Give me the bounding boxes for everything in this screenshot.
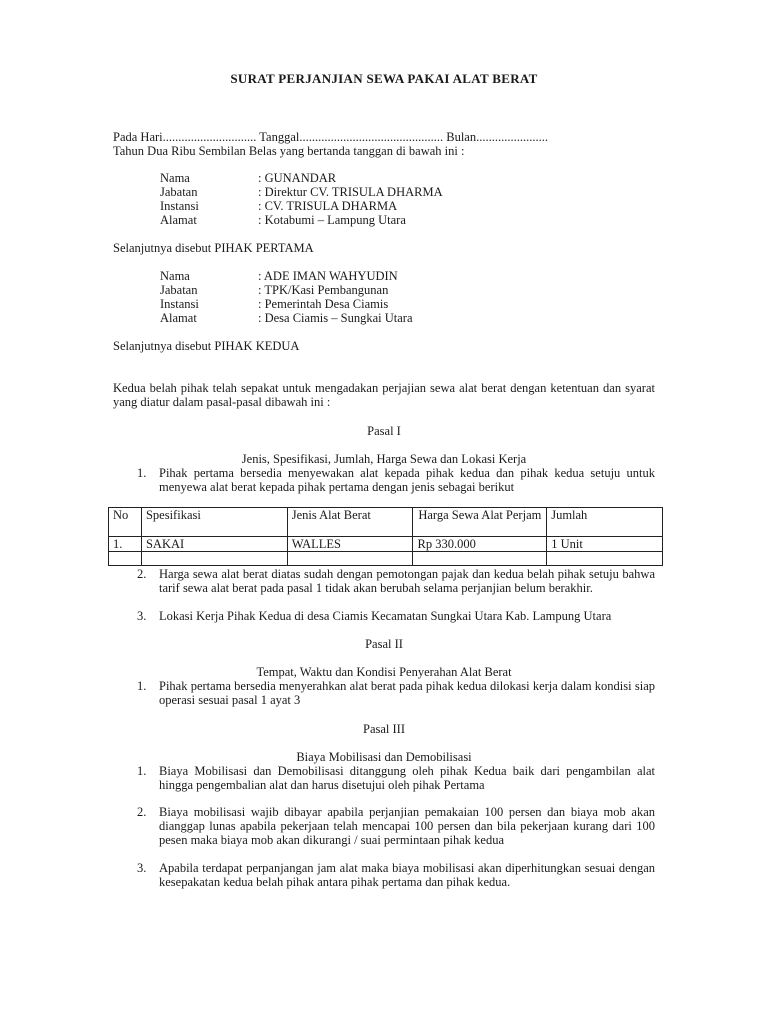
pasal-two-item-1: Pihak pertama bersedia menyerahkan alat berat pada pihak kedua dilokasi kerja dalam kondisi siap operasi sesuai pasal 1 ayat 3 (159, 679, 655, 707)
table-cell-jenis: WALLES (287, 537, 413, 552)
opening-line-year: Tahun Dua Ribu Sembilan Belas yang bertanda tanggan di bawah ini : (113, 144, 465, 158)
table-cell-spesifikasi: SAKAI (141, 537, 287, 552)
party-two-agency-label: Instansi (160, 297, 199, 311)
party-one-agency-value: : CV. TRISULA DHARMA (258, 199, 398, 213)
pasal-three-item-2: Biaya mobilisasi wajib dibayar apabila perjanjian pemakaian 100 persen dan biaya mob akan dianggap lunas apabila pekerjaan telah mencapai 100 persen dan bila pekerjaan kurang dari 100 pesen maka biaya mob akan dikurangi / suai permintaan pihak kedua (159, 805, 655, 847)
pasal-two-item-1-number: 1. (137, 679, 147, 693)
party-one-address-value: : Kotabumi – Lampung Utara (258, 213, 406, 227)
table-row (109, 537, 663, 552)
party-one-agency-label: Instansi (160, 199, 199, 213)
party-one-caption: Selanjutnya disebut PIHAK PERTAMA (113, 241, 314, 255)
document-title: SURAT PERJANJIAN SEWA PAKAI ALAT BERAT (230, 71, 538, 86)
table-cell-empty (547, 552, 663, 566)
table-cell-empty (141, 552, 287, 566)
table-cell-no: 1. (109, 537, 142, 552)
party-two-position-value: : TPK/Kasi Pembangunan (258, 283, 389, 297)
pasal-one-subheading: Jenis, Spesifikasi, Jumlah, Harga Sewa dan Lokasi Kerja (241, 452, 527, 466)
pasal-one-item-3: Lokasi Kerja Pihak Kedua di desa Ciamis Kecamatan Sungkai Utara Kab. Lampung Utara (159, 609, 612, 623)
party-one-position-value: : Direktur CV. TRISULA DHARMA (258, 185, 443, 199)
pasal-one-heading: Pasal I (367, 424, 401, 438)
pasal-one-item-2: Harga sewa alat berat diatas sudah dengan pemotongan pajak dan kedua belah pihak setuju bahwa tarif sewa alat berat pada pasal 1 tidak akan berubah selama perjanjian belum berakhir. (159, 567, 655, 595)
intro-paragraph: Kedua belah pihak telah sepakat untuk mengadakan perjajian sewa alat berat dengan ketentuan dan syarat yang diatur dalam pasal-pasal dibawah ini : (113, 381, 655, 409)
party-two-position-label: Jabatan (160, 283, 198, 297)
table-header-jenis: Jenis Alat Berat (287, 508, 413, 537)
table-cell-empty (109, 552, 142, 566)
opening-line-date: Pada Hari.............................. Tanggal.............................................. Bulan....................... (113, 130, 548, 144)
pasal-one-item-1: Pihak pertama bersedia menyewakan alat kepada pihak kedua dan pihak kedua setuju untuk menyewa alat berat kepada pihak pertama dengan jenis sebagai berikut (159, 466, 655, 494)
table-header-row (109, 508, 663, 537)
pasal-two-heading: Pasal II (365, 637, 403, 651)
pasal-two-subheading: Tempat, Waktu dan Kondisi Penyerahan Alat Berat (256, 665, 512, 679)
pasal-one-item-3-number: 3. (137, 609, 147, 623)
pasal-three-subheading: Biaya Mobilisasi dan Demobilisasi (296, 750, 472, 764)
pasal-three-item-1: Biaya Mobilisasi dan Demobilisasi ditanggung oleh pihak Kedua baik dari pengambilan alat hingga pengembalian alat dan harus disetujui oleh pihak Pertama (159, 764, 655, 792)
party-one-name-value: : GUNANDAR (258, 171, 337, 185)
pasal-three-item-3-number: 3. (137, 861, 147, 875)
table-header-spesifikasi: Spesifikasi (141, 508, 287, 537)
party-one-position-label: Jabatan (160, 185, 198, 199)
table-cell-jumlah: 1 Unit (547, 537, 663, 552)
pasal-three-item-3: Apabila terdapat perpanjangan jam alat maka biaya mobilisasi akan diperhitungkan sesuai dengan kesepakatan kedua belah pihak antara pihak pertama dan pihak kedua. (159, 861, 655, 889)
party-two-name-value: : ADE IMAN WAHYUDIN (258, 269, 398, 283)
table-row-empty (109, 552, 663, 566)
table-header-jumlah: Jumlah (547, 508, 663, 537)
pasal-one-item-1-number: 1. (137, 466, 147, 480)
party-two-address-label: Alamat (160, 311, 197, 325)
party-one-address-label: Alamat (160, 213, 197, 227)
pasal-three-item-2-number: 2. (137, 805, 147, 819)
equipment-table (108, 507, 663, 566)
table-cell-empty (287, 552, 413, 566)
party-one-name-label: Nama (160, 171, 190, 185)
table-header-no: No (109, 508, 142, 537)
party-two-caption: Selanjutnya disebut PIHAK KEDUA (113, 339, 300, 353)
pasal-three-heading: Pasal III (363, 722, 405, 736)
party-two-address-value: : Desa Ciamis – Sungkai Utara (258, 311, 413, 325)
party-two-name-label: Nama (160, 269, 190, 283)
party-two-agency-value: : Pemerintah Desa Ciamis (258, 297, 389, 311)
table-cell-harga: Rp 330.000 (413, 537, 547, 552)
pasal-three-item-1-number: 1. (137, 764, 147, 778)
pasal-one-item-2-number: 2. (137, 567, 147, 581)
table-header-harga: Harga Sewa Alat Perjam (413, 508, 547, 537)
table-cell-empty (413, 552, 547, 566)
